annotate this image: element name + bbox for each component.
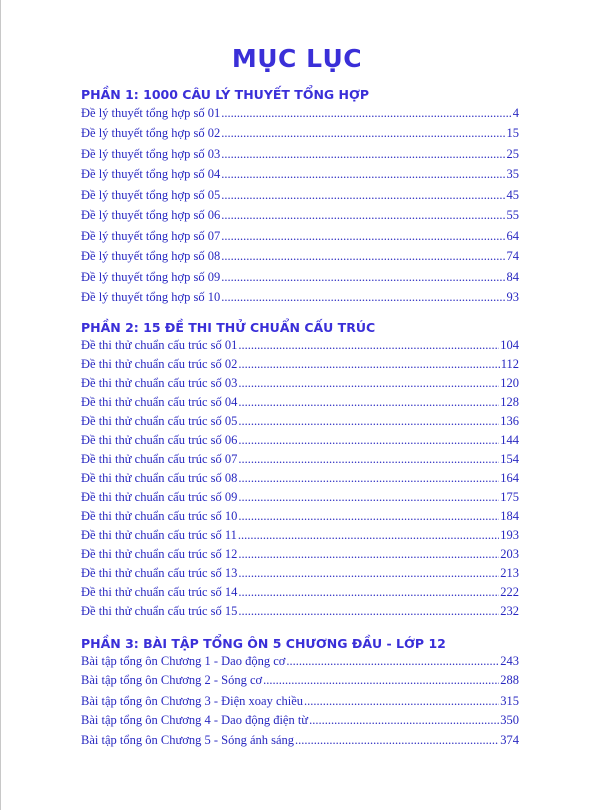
toc-entry-label: Đề thi thử chuẩn cấu trúc số 01 <box>81 338 238 352</box>
toc-entry-page: 243 <box>500 654 519 668</box>
dot-leader <box>221 290 505 305</box>
toc-entry-label: Đề thi thử chuẩn cấu trúc số 13 <box>81 566 238 580</box>
toc-entry-label: Đề lý thuyết tổng hợp số 05 <box>81 188 221 202</box>
toc-entry-page: 222 <box>500 585 519 599</box>
toc-entry-label: Bài tập tổng ôn Chương 5 - Sóng ánh sáng <box>81 733 295 747</box>
toc-entry-page: 213 <box>500 566 519 580</box>
dot-leader <box>238 471 499 486</box>
toc-entry[interactable] <box>81 290 519 308</box>
toc-entry[interactable] <box>81 208 519 226</box>
toc-entry-label: Đề thi thử chuẩn cấu trúc số 02 <box>81 357 238 371</box>
toc-entry-label: Đề thi thử chuẩn cấu trúc số 11 <box>81 528 237 542</box>
section-heading-3: PHẦN 3: BÀI TẬP TỔNG ÔN 5 CHƯƠNG ĐẦU - LỚP 12 <box>81 636 446 651</box>
toc-entry-label: Đề lý thuyết tổng hợp số 09 <box>81 270 221 284</box>
toc-entry[interactable] <box>81 547 519 565</box>
toc-entry-label: Đề thi thử chuẩn cấu trúc số 14 <box>81 585 238 599</box>
toc-entry-page: 136 <box>500 414 519 428</box>
toc-entry[interactable] <box>81 147 519 165</box>
toc-entry-page: 4 <box>512 106 519 120</box>
toc-entry[interactable] <box>81 713 519 731</box>
toc-entry-page: 315 <box>500 694 519 708</box>
dot-leader <box>238 357 499 372</box>
toc-entry-label: Đề thi thử chuẩn cấu trúc số 09 <box>81 490 238 504</box>
toc-entry-page: 120 <box>500 376 519 390</box>
toc-entry[interactable] <box>81 694 519 712</box>
toc-entry-label: Đề thi thử chuẩn cấu trúc số 03 <box>81 376 238 390</box>
toc-entry-page: 84 <box>506 270 519 284</box>
toc-entry-page: 175 <box>500 490 519 504</box>
toc-entry-page: 25 <box>506 147 519 161</box>
toc-entry-page: 15 <box>506 126 519 140</box>
dot-leader <box>238 509 499 524</box>
dot-leader <box>221 188 505 203</box>
toc-entry-label: Đề lý thuyết tổng hợp số 01 <box>81 106 221 120</box>
toc-entry-label: Đề thi thử chuẩn cấu trúc số 07 <box>81 452 238 466</box>
toc-entry[interactable] <box>81 528 519 546</box>
toc-entry[interactable] <box>81 566 519 584</box>
toc-entry[interactable] <box>81 229 519 247</box>
toc-entry-label: Đề thi thử chuẩn cấu trúc số 15 <box>81 604 238 618</box>
toc-entry-page: 350 <box>500 713 519 727</box>
toc-entry[interactable] <box>81 490 519 508</box>
dot-leader <box>238 395 499 410</box>
dot-leader <box>221 106 512 121</box>
toc-entry[interactable] <box>81 509 519 527</box>
dot-leader <box>286 654 499 669</box>
toc-entry-page: 232 <box>500 604 519 618</box>
toc-entry-page: 203 <box>500 547 519 561</box>
toc-entry-page: 193 <box>500 528 519 542</box>
dot-leader <box>238 414 499 429</box>
toc-entry-label: Đề thi thử chuẩn cấu trúc số 06 <box>81 433 238 447</box>
dot-leader <box>221 249 505 264</box>
toc-entry-label: Bài tập tổng ôn Chương 3 - Điện xoay chiều <box>81 694 304 708</box>
dot-leader <box>221 126 505 141</box>
dot-leader <box>238 376 499 391</box>
toc-entry-page: 45 <box>506 188 519 202</box>
toc-entry-page: 374 <box>500 733 519 747</box>
toc-entry-page: 288 <box>500 673 519 687</box>
dot-leader <box>309 713 499 728</box>
toc-entry-label: Đề lý thuyết tổng hợp số 04 <box>81 167 221 181</box>
toc-entry-page: 112 <box>500 357 519 371</box>
dot-leader <box>238 490 499 505</box>
toc-entry-page: 35 <box>506 167 519 181</box>
dot-leader <box>221 147 505 162</box>
toc-entry-page: 184 <box>500 509 519 523</box>
toc-entry-page: 144 <box>500 433 519 447</box>
toc-entry[interactable] <box>81 376 519 394</box>
toc-entry-label: Đề lý thuyết tổng hợp số 06 <box>81 208 221 222</box>
dot-leader <box>238 547 499 562</box>
dot-leader <box>295 733 499 748</box>
toc-entry-page: 93 <box>506 290 519 304</box>
toc-entry[interactable] <box>81 733 519 751</box>
toc-entry-label: Đề thi thử chuẩn cấu trúc số 05 <box>81 414 238 428</box>
toc-entry-label: Đề thi thử chuẩn cấu trúc số 12 <box>81 547 238 561</box>
toc-entry-label: Bài tập tổng ôn Chương 2 - Sóng cơ <box>81 673 263 687</box>
toc-entry[interactable] <box>81 338 519 356</box>
page-title: MỤC LỤC <box>231 44 363 73</box>
dot-leader <box>304 694 499 709</box>
toc-entry[interactable] <box>81 188 519 206</box>
dot-leader <box>238 604 499 619</box>
toc-entry-page: 74 <box>506 249 519 263</box>
toc-entry-page: 64 <box>506 229 519 243</box>
toc-entry-page: 55 <box>506 208 519 222</box>
dot-leader <box>263 673 499 688</box>
toc-entry-page: 104 <box>500 338 519 352</box>
dot-leader <box>238 566 499 581</box>
toc-entry-label: Đề lý thuyết tổng hợp số 02 <box>81 126 221 140</box>
toc-entry-label: Bài tập tổng ôn Chương 4 - Dao động điện từ <box>81 713 309 727</box>
toc-entry[interactable] <box>81 395 519 413</box>
toc-entry[interactable] <box>81 433 519 451</box>
toc-entry-label: Đề lý thuyết tổng hợp số 10 <box>81 290 221 304</box>
dot-leader <box>221 270 505 285</box>
toc-entry-page: 128 <box>500 395 519 409</box>
dot-leader <box>238 338 499 353</box>
toc-entry-label: Đề lý thuyết tổng hợp số 08 <box>81 249 221 263</box>
section-heading-1: PHẦN 1: 1000 CÂU LÝ THUYẾT TỔNG HỢP <box>81 87 370 102</box>
toc-entry[interactable] <box>81 270 519 288</box>
dot-leader <box>238 452 499 467</box>
toc-entry-label: Đề thi thử chuẩn cấu trúc số 10 <box>81 509 238 523</box>
toc-entry-label: Bài tập tổng ôn Chương 1 - Dao động cơ <box>81 654 286 668</box>
dot-leader <box>221 229 505 244</box>
dot-leader <box>221 208 505 223</box>
toc-entry[interactable] <box>81 673 519 691</box>
toc-entry-page: 154 <box>500 452 519 466</box>
toc-entry[interactable] <box>81 414 519 432</box>
toc-entry-label: Đề lý thuyết tổng hợp số 07 <box>81 229 221 243</box>
toc-entry[interactable] <box>81 471 519 489</box>
toc-entry-label: Đề lý thuyết tổng hợp số 03 <box>81 147 221 161</box>
toc-entry-label: Đề thi thử chuẩn cấu trúc số 08 <box>81 471 238 485</box>
toc-entry[interactable] <box>81 249 519 267</box>
dot-leader <box>238 528 499 543</box>
toc-entry[interactable] <box>81 106 519 124</box>
dot-leader <box>238 585 499 600</box>
section-heading-2: PHẦN 2: 15 ĐỀ THI THỬ CHUẨN CẤU TRÚC <box>81 320 376 335</box>
dot-leader <box>221 167 505 182</box>
toc-entry[interactable] <box>81 167 519 185</box>
toc-entry[interactable] <box>81 654 519 672</box>
toc-entry-page: 164 <box>500 471 519 485</box>
dot-leader <box>238 433 499 448</box>
toc-entry[interactable] <box>81 357 519 375</box>
toc-entry-label: Đề thi thử chuẩn cấu trúc số 04 <box>81 395 238 409</box>
toc-entry[interactable] <box>81 604 519 622</box>
toc-entry[interactable] <box>81 452 519 470</box>
toc-entry[interactable] <box>81 126 519 144</box>
toc-entry[interactable] <box>81 585 519 603</box>
